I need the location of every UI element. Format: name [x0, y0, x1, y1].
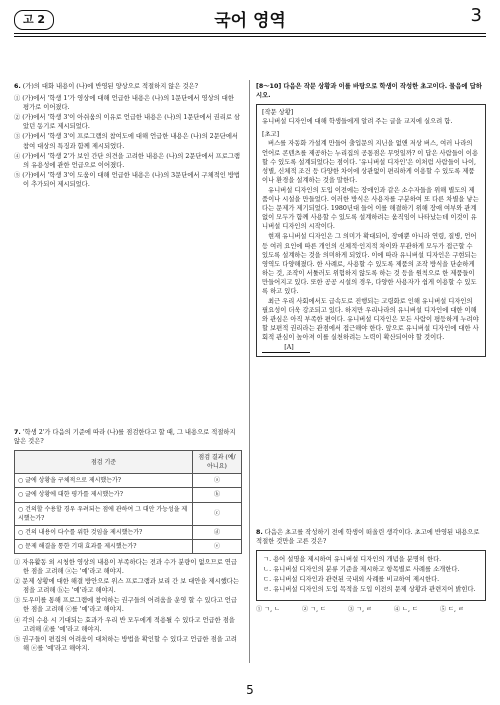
q7-option-1[interactable]: ① 자유활동 외 시청한 영상의 내용이 부족하다는 전과 수가 분량이 없으므로 연급한 점을 고려해 ⓐ는 '예'라고 해야지.: [14, 558, 237, 576]
q6-option-2[interactable]: ② (가)에서 '학생 3'이 아쉬움의 이유로 언급한 내용은 (나)의 1문단에서 권리로 삼았던 동기로 제시되었다.: [14, 114, 241, 131]
criterion-cell: ○ 글에 상황에 대한 평가를 제시했는가?: [15, 488, 193, 502]
q8-item: ㄹ. 유니버설 디자인의 도입 목적을 도입 이전의 문제 상황과 관련지어 밝힌다.: [263, 586, 476, 594]
checklist-table: [14, 450, 242, 554]
header-page-number: 3: [470, 5, 482, 26]
q8-items-box: [256, 550, 486, 600]
q7-option-5[interactable]: ⑤ 권구들이 편집의 어려움이 대처하는 방법을 확인할 수 있다고 언급한 점을 고려해 ⓔ를 '예'라고 해야지.: [14, 635, 237, 652]
q7-option-2[interactable]: ② 문제 상황에 대한 해결 방안으로 위스 프로그램과 보리 간 보 대안을 제시했다는 점을 고려해 ⓑ는 '예'라고 해야지.: [14, 578, 239, 595]
q8-answer-1[interactable]: ① ㄱ, ㄴ: [256, 605, 281, 613]
header-rule: [14, 33, 486, 34]
question-6: [14, 82, 242, 190]
criterion-cell: ○ 건의 내용이 다수를 위한 것임을 제시했는가?: [15, 525, 193, 539]
passage-intro: [8～10] 다음은 작문 상황과 이를 바탕으로 학생이 작성한 초고이다. 물음에 답하시오.: [256, 83, 482, 100]
q8-answer-3[interactable]: ③ ㄱ, ㄹ: [347, 605, 372, 613]
q8-answer-4[interactable]: ④ ㄴ, ㄷ: [393, 605, 418, 613]
draft-paragraph: 유니버설 디자인의 도입 이전에는 장애인과 같은 소수자들을 위해 별도의 제품이나 시설을 만들었다. 이러한 방식은 사용자를 구분하여 또 다른 차별을 낳는다는 문제가 제기되었다. 1980년대 들어 이를 해결하기 위해 장애 여부와 관계없이 모두가 함께 사용할 수 있도록 설계하려는 움직임이 나타났는데 이것이 유니버설 디자인의 시작이다.: [262, 186, 479, 231]
passage-box: [256, 104, 486, 356]
q8-item: ㄱ. 용어 설명을 제시하여 유니버설 디자인의 개념을 분명히 한다.: [263, 556, 442, 564]
q8-item: ㄴ. 유니버설 디자인의 분류 기준을 제시하고 항목별로 사례를 소개한다.: [263, 566, 460, 574]
result-cell: ⓐ: [193, 474, 242, 488]
checklist-header-criterion: 점검 기준: [15, 451, 193, 474]
q6-option-4[interactable]: ④ (가)에서 '학생 2'가 보인 간단 의견을 고려한 내용은 (나)의 2문단에서 프로그램의 유용성에 관한 언급으로 이어졌다.: [14, 152, 241, 169]
draft-label: [초고]: [262, 131, 280, 139]
q6-number: 6.: [14, 83, 21, 90]
question-7: [14, 428, 242, 654]
footer-page-number: 5: [246, 683, 254, 697]
grade-badge: 고 2: [14, 10, 54, 30]
situation-text: 유니버설 디자인에 대해 학생들에게 알려 주는 글을 교지에 실으려 함.: [262, 118, 453, 126]
q8-item: ㄷ. 유니버설 디자인과 관련된 국내외 사례를 비교하여 제시한다.: [263, 576, 440, 584]
q7-number: 7.: [14, 429, 21, 436]
table-row: [15, 488, 242, 502]
criterion-cell: ○ 건의할 수용할 경우 우려되는 점에 관하여 그 대안 가능성을 제시했는가?: [15, 502, 193, 525]
table-row: [15, 502, 242, 525]
draft-paragraph: 버스를 자동화 가설계 만들어 출입문의 지닌을 없앤 저상 버스, 여러 나라의 언어로 콘텐츠를 제공하는 누리집의 공통점은 무엇일까? 이 답은 사람들이 이용할 수 있도록 설계되었다는 점이다. '유니버설 디자인'은 이처럼 사람들이 나이, 성별, 신체적 조건 등 다양한 차이에 상관없이 편리하게 이용할 수 있도록 제품이나 환경을 설계하는 것을 말한다.: [262, 140, 479, 184]
situation-label: [작문 상황]: [262, 109, 294, 117]
table-row: [15, 539, 242, 553]
checklist-header-result: 점검 결과 (예/아니요): [193, 451, 242, 474]
table-row: [15, 474, 242, 488]
result-cell: ⓔ: [193, 539, 242, 553]
q8-answer-2[interactable]: ② ㄱ, ㄷ: [301, 605, 327, 613]
q7-stem: '학생 2'가 다음의 기준에 따라 (나)를 점검한다고 할 때, 그 내용으로 적절하지 않은 것은?: [14, 429, 236, 446]
header-rule-thin: [14, 36, 486, 37]
column-divider: [249, 80, 250, 663]
q8-answer-row: [256, 605, 486, 614]
blank-A-label: [A]: [262, 343, 310, 353]
result-cell: ⓑ: [193, 488, 242, 502]
q7-option-4[interactable]: ④ 각의 수용 시 기대되는 효과가 우리 반 모두에게 적용될 수 있다고 언급한 점을 고려해 ⓓ를 '예'라고 해야지.: [14, 616, 235, 633]
table-row: [15, 525, 242, 539]
result-cell: ⓒ: [193, 502, 242, 525]
result-cell: ⓓ: [193, 525, 242, 539]
q6-option-1[interactable]: ① (가)에서 '학생 1'가 영상에 대해 언급한 내용은 (나)의 1문단에서 영상의 대한 평가로 이어졌다.: [14, 95, 234, 112]
criterion-cell: ○ 글에 상황을 구체적으로 제시했는가?: [15, 474, 193, 488]
q8-stem: 다음은 초고를 작성하기 전에 학생이 떠올린 생각이다. 초고에 반영된 내용으로 적절한 것만을 고른 것은?: [256, 529, 480, 546]
subject-title: 국어 영역: [214, 11, 286, 31]
q8-number: 8.: [256, 529, 263, 536]
draft-paragraph: 현재 유니버설 디자인은 그 의미가 확대되어, 장애뿐 아니라 연령, 질병, 언어 등 여러 요인에 따른 개인의 신체적·인지적 차이와 무관하게 모두가 접근할 수 있도록 설계하는 것을 의미하게 되었다. 이에 따라 유니버설 디자인은 구현되는 영역도 다양해졌다. 한 사례로, 사용할 수 있도록 제품의 조작 방식을 단순하게 하는 것, 조작이 서툴러도 위험하지 않도록 하는 것 등을 원칙으로 한 제품들이 만들어지고 있다. 또한 공공 시설의 경우, 다양한 사용자가 쉽게 이용할 수 있도록 하고 있다.: [262, 233, 477, 295]
criterion-cell: ○ 문제 해결을 통한 기대 효과를 제시했는가?: [15, 539, 193, 553]
draft-paragraph: 최근 우리 사회에서도 급속도로 진행되는 고령화로 인해 유니버설 디자인의 필요성이 더욱 강조되고 있다. 하지만 우리나라의 유니버설 디자인에 대한 이해와 관심은 아직 부족한 편이다. 유니버설 디자인은 모든 사람이 평등하게 누려야 할 보편적 권리라는 관점에서 접근해야 한다. 앞으로 유니버설 디자인에 대한 사회적 관심이 높아져 이를 실천하려는 노력이 확산되어야 할 것이다.: [262, 298, 479, 342]
q8-answer-5[interactable]: ⑤ ㄷ, ㄹ: [439, 605, 464, 613]
question-8: [256, 528, 486, 614]
q6-option-5[interactable]: ⑤ (가)에서 '학생 3'이 도움이 대해 언급한 내용은 (나)의 3문단에서 구체적인 방법이 추가되어 제시되었다.: [14, 171, 241, 188]
q6-option-3[interactable]: ③ (가)에서 '학생 3'이 프로그램의 참여도에 대해 언급한 내용은 (나)의 2문단에서 참여 대상의 특징과 함께 제시되었다.: [14, 133, 239, 150]
passage-section: [256, 82, 486, 357]
q7-option-3[interactable]: ③ 도우미를 통해 프로그램에 참여하는 권구들의 어려움을 운영 할 수 있다고 언급한 점을 고려해 ⓒ를 '예'라고 해야지.: [14, 597, 237, 614]
q6-stem: (가)의 대화 내용이 (나)에 반영된 양상으로 적절하지 않은 것은?: [22, 83, 198, 90]
